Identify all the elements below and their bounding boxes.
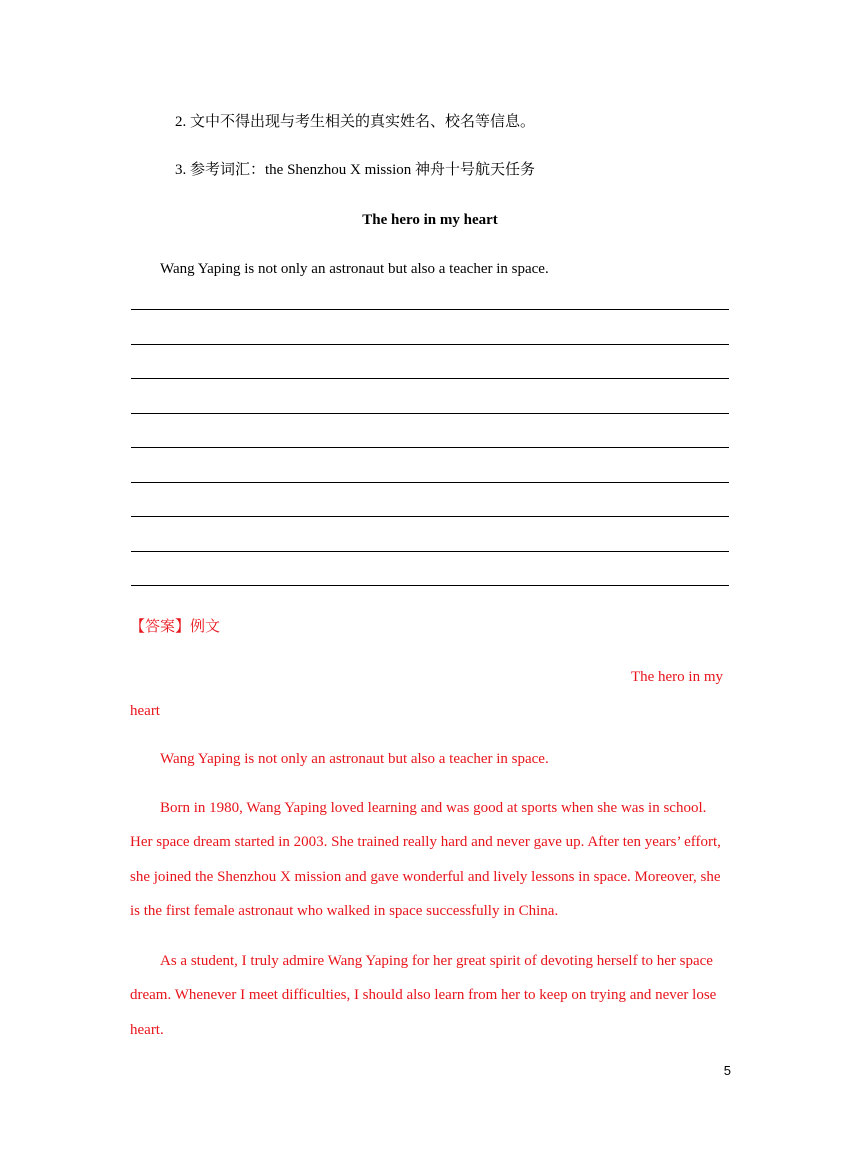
writing-line[interactable] (131, 482, 729, 483)
answer-paragraph-1: Wang Yaping is not only an astronaut but also a teacher in space. (160, 751, 549, 767)
answer-label: 【答案】例文 (130, 619, 221, 635)
writing-line[interactable] (131, 413, 729, 414)
writing-line[interactable] (131, 516, 729, 517)
page-number: 5 (723, 1063, 731, 1078)
answer-paragraph-2: Born in 1980, Wang Yaping loved learning and was good at sports when she was in school. Her space dream started in 2003. She trained really hard and never gave up. After ten years’ effort, she joined the Shenzhou X mission and gave wonderful and lively lessons in space. Moreover, she is the first female astronaut who walked in space successfully in China. (130, 800, 721, 919)
essay-title: The hero in my heart (362, 212, 498, 228)
answer-paragraph-3: As a student, I truly admire Wang Yaping for her great spirit of devoting herself to her space dream. Whenever I meet difficulties, I should also learn from her to keep on trying and never lose heart. (130, 953, 717, 1038)
writing-line[interactable] (131, 378, 729, 379)
instruction-3: 3. 参考词汇：the Shenzhou X mission 神舟十号航天任务 (175, 162, 535, 178)
writing-line[interactable] (131, 447, 729, 448)
writing-line[interactable] (131, 585, 729, 586)
writing-line[interactable] (131, 344, 729, 345)
instruction-2: 2. 文中不得出现与考生相关的真实姓名、校名等信息。 (175, 114, 536, 130)
writing-line[interactable] (131, 309, 729, 310)
writing-line[interactable] (131, 551, 729, 552)
answer-title-part1: The hero in my (630, 669, 723, 685)
opening-sentence: Wang Yaping is not only an astronaut but also a teacher in space. (160, 261, 549, 277)
answer-title-part2: heart (130, 703, 160, 719)
